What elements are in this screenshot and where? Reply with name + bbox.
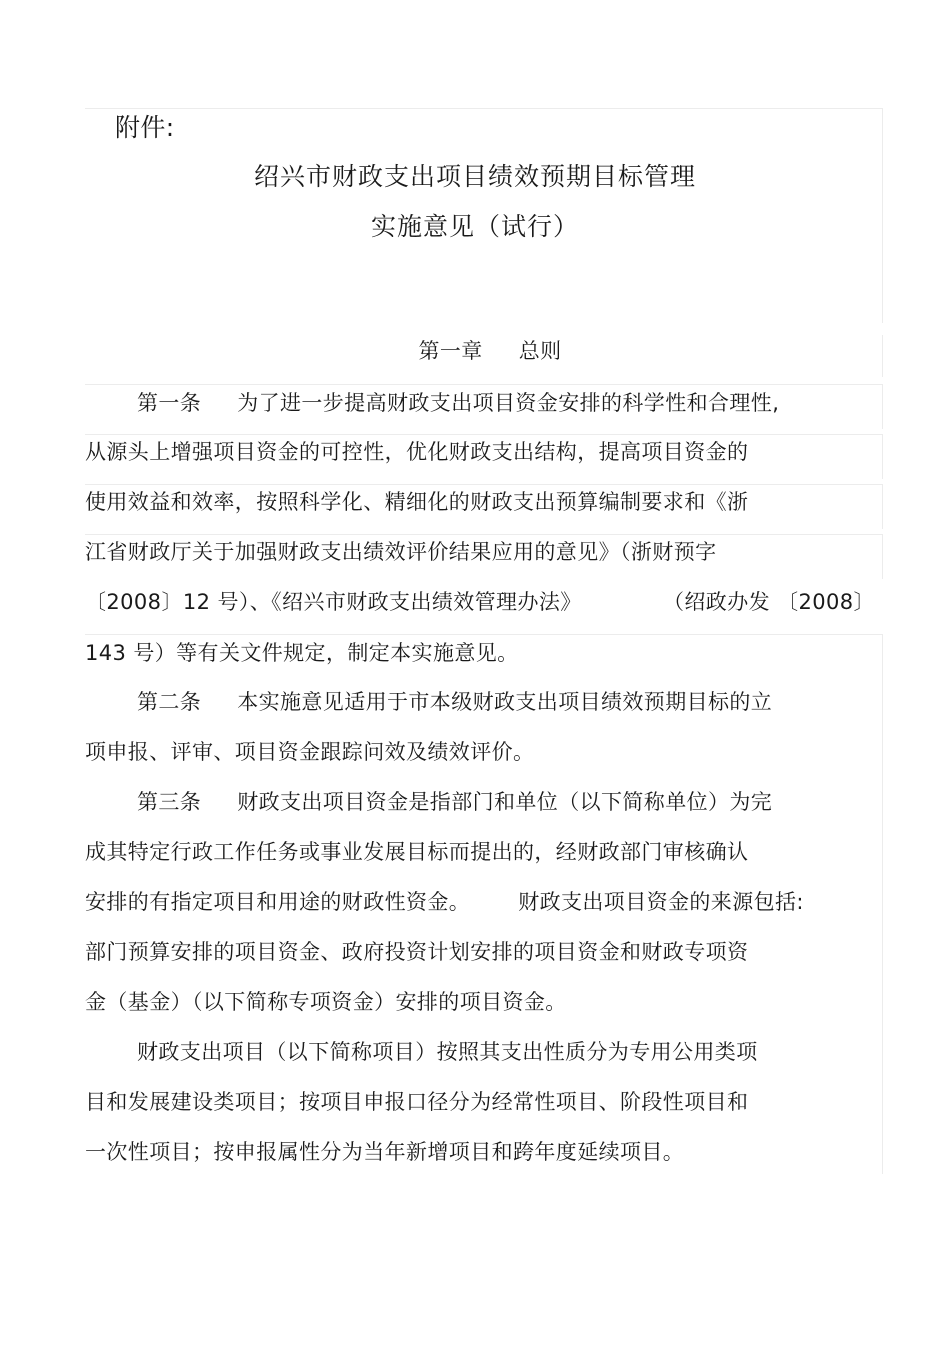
article-3-line <box>85 888 804 916</box>
rule-line <box>882 534 883 579</box>
paragraph-line: 目和发展建设类项目；按项目申报口径分为经常性项目、阶段性项目和 <box>85 1090 749 1114</box>
article-2-first-line <box>137 688 772 716</box>
article-3-line: 金（基金）（以下简称专项资金）安排的项目资金。 <box>85 990 567 1014</box>
document-title-line-2: 实施意见（试行） <box>370 212 579 241</box>
article-1-label: 第一条 <box>137 391 202 415</box>
attachment-label: 附件: <box>115 113 175 142</box>
article-2-line: 项申报、评审、项目资金跟踪问效及绩效评价。 <box>85 740 535 764</box>
rule-line <box>85 434 883 435</box>
rule-line <box>882 634 883 1174</box>
article-1-line: 江省财政厅关于加强财政支出绩效评价结果应用的意见》（浙财预字 <box>85 540 717 564</box>
article-3-first-line <box>137 788 772 816</box>
article-3-text: 财政支出项目资金是指部门和单位（以下简称单位）为完 <box>237 790 773 814</box>
article-3-line: 部门预算安排的项目资金、政府投资计划安排的项目资金和财政专项资 <box>85 940 749 964</box>
rule-line <box>882 484 883 529</box>
article-1-text: 为了进一步提高财政支出项目资金安排的科学性和合理性, <box>237 391 780 415</box>
rule-line <box>85 534 883 535</box>
article-3-text: 财政支出项目资金的来源包括: <box>518 890 804 914</box>
article-3-label: 第三条 <box>137 790 202 814</box>
rule-line <box>85 634 883 635</box>
rule-line <box>882 434 883 479</box>
document-title-line-1: 绍兴市财政支出项目绩效预期目标管理 <box>253 162 696 191</box>
rule-line <box>882 384 883 429</box>
article-1-first-line <box>137 389 779 417</box>
rule-line <box>85 384 883 385</box>
paragraph-line: 一次性项目；按申报属性分为当年新增项目和跨年度延续项目。 <box>85 1140 685 1164</box>
rule-line <box>85 108 883 109</box>
article-3-line: 成其特定行政工作任务或事业发展目标而提出的，经财政部门审核确认 <box>85 840 749 864</box>
article-1-line: 〔2008〕12 号）、《绍兴市财政支出绩效管理办法》 <box>85 590 582 614</box>
chapter-name: 总则 <box>518 339 562 363</box>
chapter-number: 第一章 <box>418 339 483 363</box>
article-2-label: 第二条 <box>137 690 202 714</box>
paragraph-line: 财政支出项目（以下简称项目）按照其支出性质分为专用公用类项 <box>137 1040 758 1064</box>
article-1-line: 使用效益和效率，按照科学化、精细化的财政支出预算编制要求和《浙 <box>85 490 749 514</box>
article-1-line: 143 号）等有关文件规定，制定本实施意见。 <box>85 641 519 665</box>
article-3-text: 安排的有指定项目和用途的财政性资金。 <box>85 890 471 914</box>
article-2-text: 本实施意见适用于市本级财政支出项目绩效预期目标的立 <box>237 690 773 714</box>
chapter-heading <box>0 337 950 365</box>
article-1-line: （绍政办发 〔2008〕 <box>663 590 875 614</box>
article-1-line: 从源头上增强项目资金的可控性，优化财政支出结构，提高项目资金的 <box>85 440 749 464</box>
rule-line <box>85 484 883 485</box>
